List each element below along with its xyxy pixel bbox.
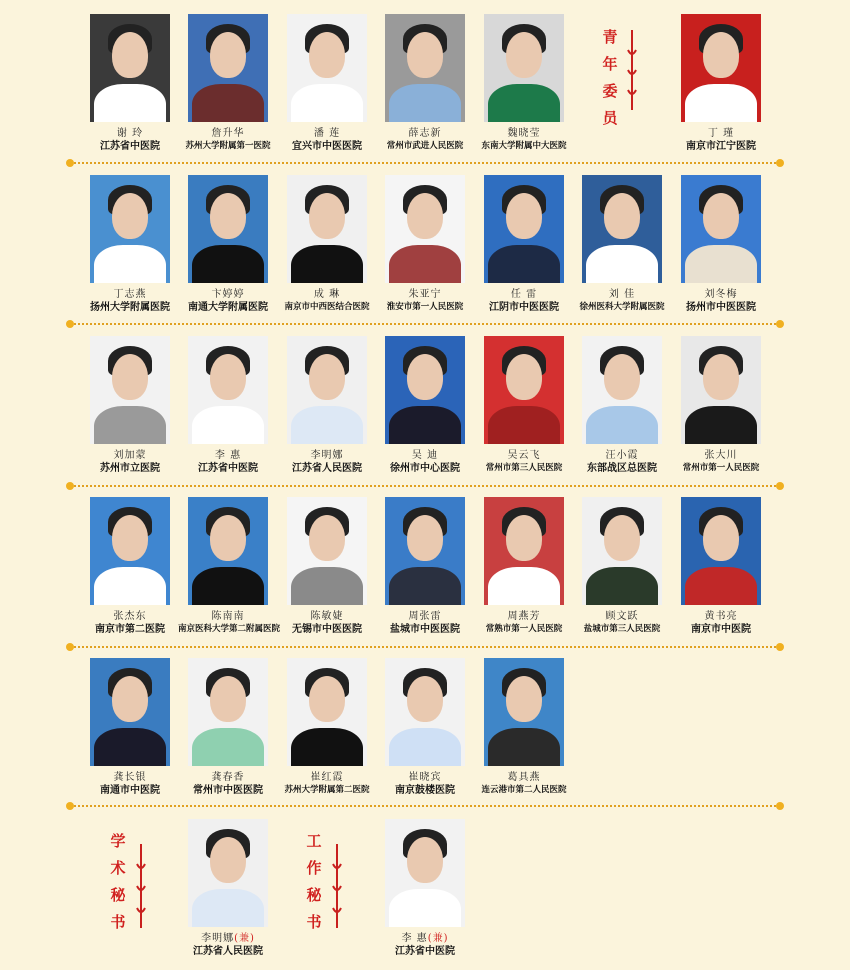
portrait-photo (385, 14, 465, 122)
member-affiliation: 宜兴市中医医院 (292, 141, 362, 152)
member-name: 黄书亮 (704, 611, 738, 622)
member-name: 顾文跃 (605, 611, 639, 622)
member-card (474, 497, 574, 636)
member-card (572, 336, 672, 475)
member-card (277, 658, 377, 797)
member-name: 张杰东 (113, 611, 147, 622)
member-name: 吴云飞 (507, 450, 541, 461)
member-card (375, 497, 475, 636)
portrait-photo (681, 336, 761, 444)
member-affiliation: 南京医科大学第二附属医院 (178, 624, 281, 634)
dotted-divider (70, 485, 780, 491)
member-card (671, 14, 771, 153)
member-affiliation: 东部战区总医院 (587, 463, 657, 474)
member-name: 崔红霞 (310, 772, 344, 783)
member-card (178, 819, 278, 958)
member-affiliation: 南通大学附属医院 (188, 302, 268, 313)
member-affiliation: 江苏省中医院 (100, 141, 160, 152)
member-affiliation: 无锡市中医医院 (292, 624, 362, 635)
member-affiliation: 南京市江宁医院 (686, 141, 756, 152)
member-affiliation: 淮安市第一人民医院 (386, 302, 464, 312)
member-card (474, 14, 574, 153)
portrait-photo (188, 14, 268, 122)
member-card (277, 175, 377, 314)
dotted-divider (70, 162, 780, 168)
member-card (375, 14, 475, 153)
member-card (178, 175, 278, 314)
member-card (474, 336, 574, 475)
member-card (80, 658, 180, 797)
member-affiliation: 南京市中西医结合医院 (284, 302, 370, 312)
member-affiliation: 盐城市第三人民医院 (583, 624, 661, 634)
member-card (671, 336, 771, 475)
member-card (178, 336, 278, 475)
member-name: 丁志燕 (113, 289, 147, 300)
member-card (80, 336, 180, 475)
member-affiliation: 江苏省中医院 (395, 946, 455, 957)
portrait-photo (385, 658, 465, 766)
member-affiliation: 江苏省中医院 (198, 463, 258, 474)
dotted-divider (70, 323, 780, 329)
member-affiliation: 南京市第二医院 (95, 624, 165, 635)
member-name: 刘 佳 (608, 289, 636, 300)
member-affiliation: 江阴市中医医院 (489, 302, 559, 313)
portrait-photo (90, 497, 170, 605)
member-card (375, 658, 475, 797)
member-card (277, 497, 377, 636)
member-name: 詹升华 (211, 128, 245, 139)
member-card (474, 175, 574, 314)
member-name: 潘 莲 (313, 128, 341, 139)
portrait-photo (287, 336, 367, 444)
member-card (178, 658, 278, 797)
member-name: 刘加蒙 (113, 450, 147, 461)
member-name: 李 惠(兼) (401, 933, 449, 944)
member-name: 卞婷婷 (211, 289, 245, 300)
portrait-photo (385, 819, 465, 927)
work-secretary-label: 工 作 秘 书 (306, 832, 322, 931)
member-name: 李 惠 (214, 450, 242, 461)
portrait-photo (90, 14, 170, 122)
concurrent-badge: (兼) (234, 933, 255, 944)
concurrent-badge: (兼) (427, 933, 449, 944)
member-name: 薛志新 (408, 128, 442, 139)
ornament-icon (134, 844, 148, 928)
dotted-divider (70, 646, 780, 652)
member-name: 李明娜 (310, 450, 344, 461)
member-card (671, 497, 771, 636)
dotted-divider (70, 805, 780, 811)
member-name: 龚春香 (211, 772, 245, 783)
portrait-photo (188, 175, 268, 283)
member-card (178, 14, 278, 153)
member-affiliation: 常州市第一人民医院 (682, 463, 760, 473)
portrait-photo (90, 658, 170, 766)
ornament-icon (330, 844, 344, 928)
member-name: 崔晓宾 (408, 772, 442, 783)
member-card (178, 497, 281, 636)
portrait-photo (90, 175, 170, 283)
member-affiliation: 常州市武进人民医院 (386, 141, 464, 151)
member-affiliation: 江苏省人民医院 (292, 463, 362, 474)
member-card (277, 336, 377, 475)
portrait-photo (582, 336, 662, 444)
member-name: 周燕芳 (507, 611, 541, 622)
member-card (375, 336, 475, 475)
member-affiliation: 苏州市立医院 (100, 463, 160, 474)
member-affiliation: 东南大学附属中大医院 (481, 141, 567, 151)
member-name: 吴 迪 (411, 450, 439, 461)
portrait-photo (287, 497, 367, 605)
member-card (375, 175, 475, 314)
academic-secretary-label: 学 术 秘 书 (110, 832, 126, 931)
member-affiliation: 扬州市中医医院 (686, 302, 756, 313)
portrait-photo (287, 658, 367, 766)
portrait-photo (188, 336, 268, 444)
member-name: 丁 瑾 (707, 128, 735, 139)
member-card (277, 14, 377, 153)
portrait-photo (681, 497, 761, 605)
member-affiliation: 徐州医科大学附属医院 (579, 302, 665, 312)
portrait-photo (484, 175, 564, 283)
portrait-photo (681, 14, 761, 122)
member-name: 陈敏婕 (310, 611, 344, 622)
member-affiliation: 徐州市中心医院 (390, 463, 460, 474)
member-affiliation: 常州市中医医院 (193, 785, 263, 796)
member-name: 魏晓莹 (507, 128, 541, 139)
portrait-photo (188, 658, 268, 766)
portrait-photo (484, 497, 564, 605)
member-name: 刘冬梅 (704, 289, 738, 300)
ornament-icon (625, 30, 639, 110)
member-affiliation: 南京鼓楼医院 (395, 785, 455, 796)
member-affiliation: 苏州大学附属第二医院 (284, 785, 370, 795)
member-card (80, 497, 180, 636)
portrait-photo (287, 14, 367, 122)
member-card (572, 497, 672, 636)
youth-committee-label: 青 年 委 员 (602, 28, 618, 127)
member-name: 成 琳 (313, 289, 341, 300)
member-affiliation: 常熟市第一人民医院 (485, 624, 563, 634)
member-name: 谢 玲 (116, 128, 144, 139)
member-affiliation: 盐城市中医医院 (390, 624, 460, 635)
portrait-photo (385, 336, 465, 444)
portrait-photo (287, 175, 367, 283)
member-name: 任 雷 (510, 289, 538, 300)
member-affiliation: 连云港市第二人民医院 (481, 785, 567, 795)
member-card (572, 175, 672, 314)
portrait-photo (385, 175, 465, 283)
portrait-photo (582, 497, 662, 605)
portrait-photo (484, 658, 564, 766)
member-affiliation: 常州市第三人民医院 (485, 463, 563, 473)
member-name: 龚长银 (113, 772, 147, 783)
member-card (474, 658, 574, 797)
portrait-photo (385, 497, 465, 605)
member-name: 周张雷 (408, 611, 442, 622)
member-card (80, 14, 180, 153)
portrait-photo (484, 336, 564, 444)
member-name: 朱亚宁 (408, 289, 442, 300)
portrait-photo (484, 14, 564, 122)
portrait-photo (582, 175, 662, 283)
member-card (375, 819, 475, 958)
member-name: 陈南南 (211, 611, 245, 622)
member-name: 张大川 (704, 450, 738, 461)
member-affiliation: 苏州大学附属第一医院 (185, 141, 271, 151)
member-name: 李明娜(兼) (201, 933, 255, 944)
member-affiliation: 江苏省人民医院 (193, 946, 263, 957)
member-name: 汪小霞 (605, 450, 639, 461)
portrait-photo (90, 336, 170, 444)
member-affiliation: 南通市中医院 (100, 785, 160, 796)
portrait-photo (188, 497, 268, 605)
member-name: 葛具燕 (507, 772, 541, 783)
portrait-photo (188, 819, 268, 927)
portrait-photo (681, 175, 761, 283)
member-affiliation: 南京市中医院 (691, 624, 751, 635)
member-affiliation: 扬州大学附属医院 (90, 302, 170, 313)
member-card (80, 175, 180, 314)
member-card (671, 175, 771, 314)
